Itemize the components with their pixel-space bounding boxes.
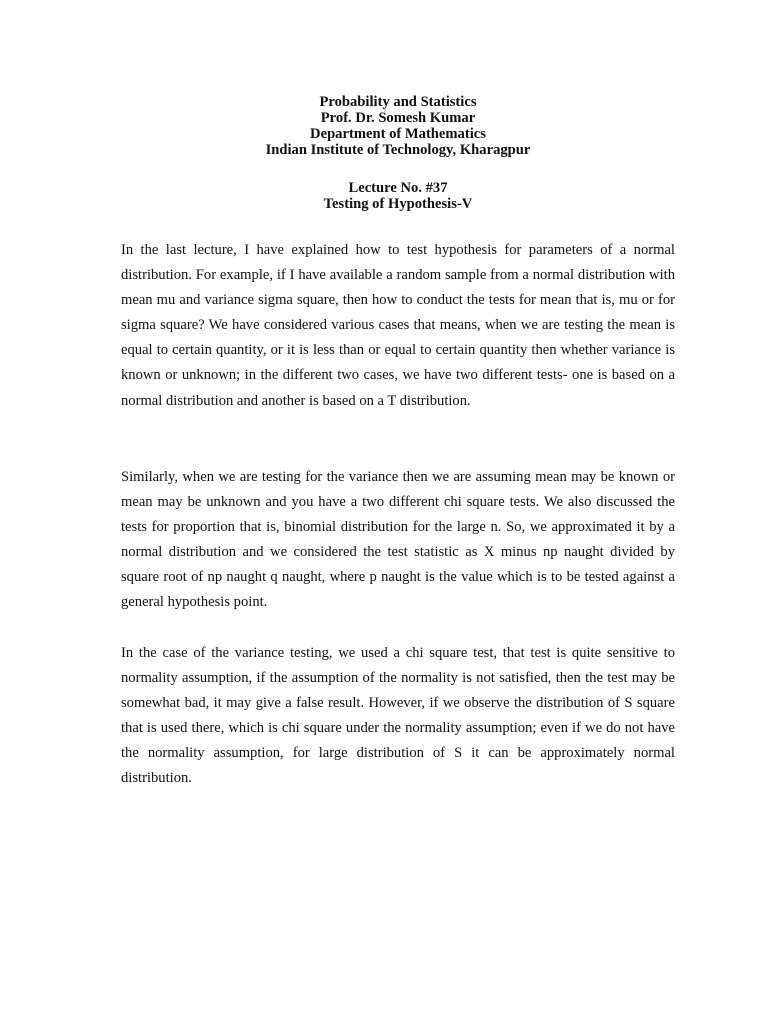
course-title: Probability and Statistics xyxy=(319,94,477,110)
header-spacer xyxy=(0,158,768,180)
institute-name: Indian Institute of Technology, Kharagpur xyxy=(265,142,531,158)
document-header xyxy=(0,94,768,212)
lecture-number: Lecture No. #37 xyxy=(348,180,448,196)
body-paragraph: Similarly, when we are testing for the variance then we are assuming mean may be known or mean may be unknown and you have a two different chi square tests. We also discussed the tests for proportion that is, binomial distribution for the large n. So, we approximated it by a normal distribution and we considered the test statistic as X minus np naught divided by square root of np naught q naught, where p naught is the value which is to be tested against a general hypothesis point. xyxy=(121,469,675,611)
lecture-title: Testing of Hypothesis-V xyxy=(323,196,473,212)
professor-name: Prof. Dr. Somesh Kumar xyxy=(320,110,476,126)
body-paragraph: In the case of the variance testing, we used a chi square test, that test is quite sensitive to normality assumption, if the assumption of the normality is not satisfied, then the test may be somewhat bad, it may give a false result. However, if we observe the distribution of S square that is used there, which is chi square under the normality assumption; even if we do not have the normality assumption, for large distribution of S it can be approximately normal distribution. xyxy=(121,645,675,787)
department-name: Department of Mathematics xyxy=(310,126,486,142)
body-paragraph: In the last lecture, I have explained how to test hypothesis for parameters of a normal distribution. For example, if I have available a random sample from a normal distribution with mean mu and variance sigma square, then how to conduct the tests for mean that is, mu or for sigma square? We have considered various cases that means, when we are testing the mean is equal to certain quantity, or it is less than or equal to certain quantity then whether variance is known or unknown; in the different two cases, we have two different tests- one is based on a normal distribution and another is based on a T distribution. xyxy=(121,242,675,409)
